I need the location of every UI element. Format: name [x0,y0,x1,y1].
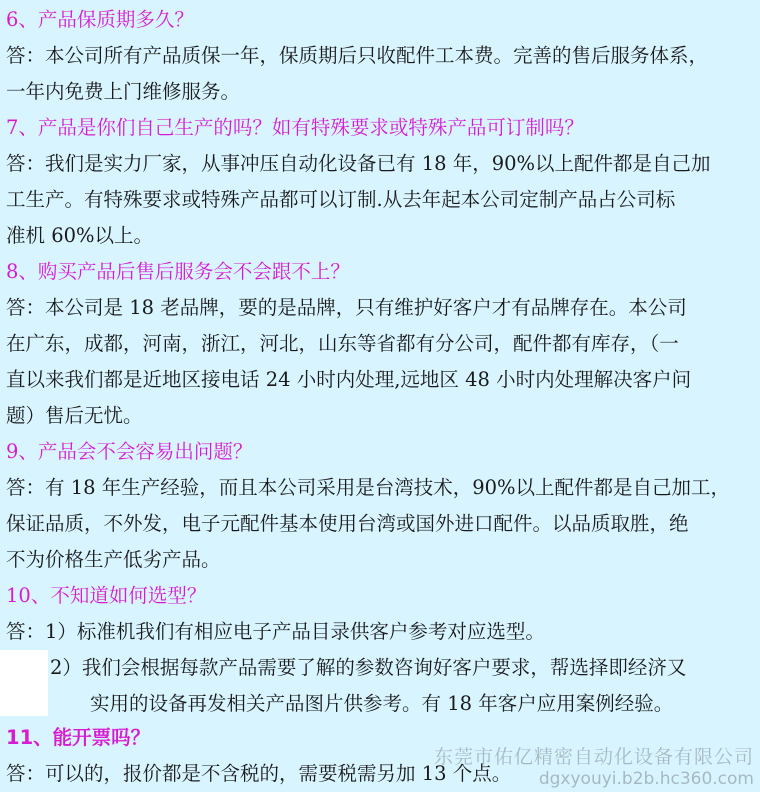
answer-9-line-1: 答：有 18 年生产经验，而且本公司采用是台湾技术，90%以上配件都是自己加工， [6,476,731,499]
question-8: 8、购买产品后售后服务会不会跟不上？ [6,260,350,283]
question-6: 6、产品保质期多久？ [6,8,194,31]
answer-8-line-2: 在广东，成都，河南，浙江，河北，山东等省都有分公司，配件都有库存，（一 [6,332,679,355]
answer-10-line-2: 2）我们会根据每款产品需要了解的参数咨询好客户要求，帮选择即经济又 [50,656,687,679]
answer-10-line-1: 答：1）标准机我们有相应电子产品目录供客户参考对应选型。 [6,620,545,643]
question-10: 10、不知道如何选型？ [6,584,207,607]
question-9: 9、产品会不会容易出问题？ [6,440,253,463]
answer-6-line-1: 答：本公司所有产品质保一年，保质期后只收配件工本费。完善的售后服务体系， [6,44,709,67]
answer-7-line-1: 答：我们是实力厂家，从事冲压自动化设备已有 18 年，90%以上配件都是自己加 [6,152,711,175]
answer-9-line-3: 不为价格生产低劣产品。 [6,548,221,571]
answer-7-line-3: 准机 60%以上。 [6,224,154,247]
question-7: 7、产品是你们自己生产的吗？如有特殊要求或特殊产品可订制吗？ [6,116,584,139]
answer-9-line-2: 保证品质，不外发，电子元配件基本使用台湾或国外进口配件。以品质取胜，绝 [6,512,689,535]
answer-8-line-3: 直以来我们都是近地区接电话 24 小时内处理,远地区 48 小时内处理解决客户问 [6,368,692,391]
blank-box [0,650,48,716]
watermark-url: dgxyouyi.b2b.hc360.com [538,769,754,789]
answer-6-line-2: 一年内免费上门维修服务。 [6,80,241,103]
answer-8-line-1: 答：本公司是 18 老品牌，要的是品牌，只有维护好客户才有品牌存在。本公司 [6,296,687,319]
answer-7-line-2: 工生产。有特殊要求或特殊产品都可以订制.从去年起本公司定制产品占公司标 [6,188,676,211]
watermark-company: 东莞市佑亿精密自动化设备有限公司 [433,746,754,768]
answer-8-line-4: 题）售后无忧。 [6,404,143,427]
answer-10-line-3: 实用的设备再发相关产品图片供参考。有 18 年客户应用案例经验。 [90,692,674,715]
question-11: 11、能开票吗？ [6,726,151,749]
answer-11-line-1: 答：可以的，报价都是不含税的，需要税需另加 13 个点。 [6,762,512,785]
